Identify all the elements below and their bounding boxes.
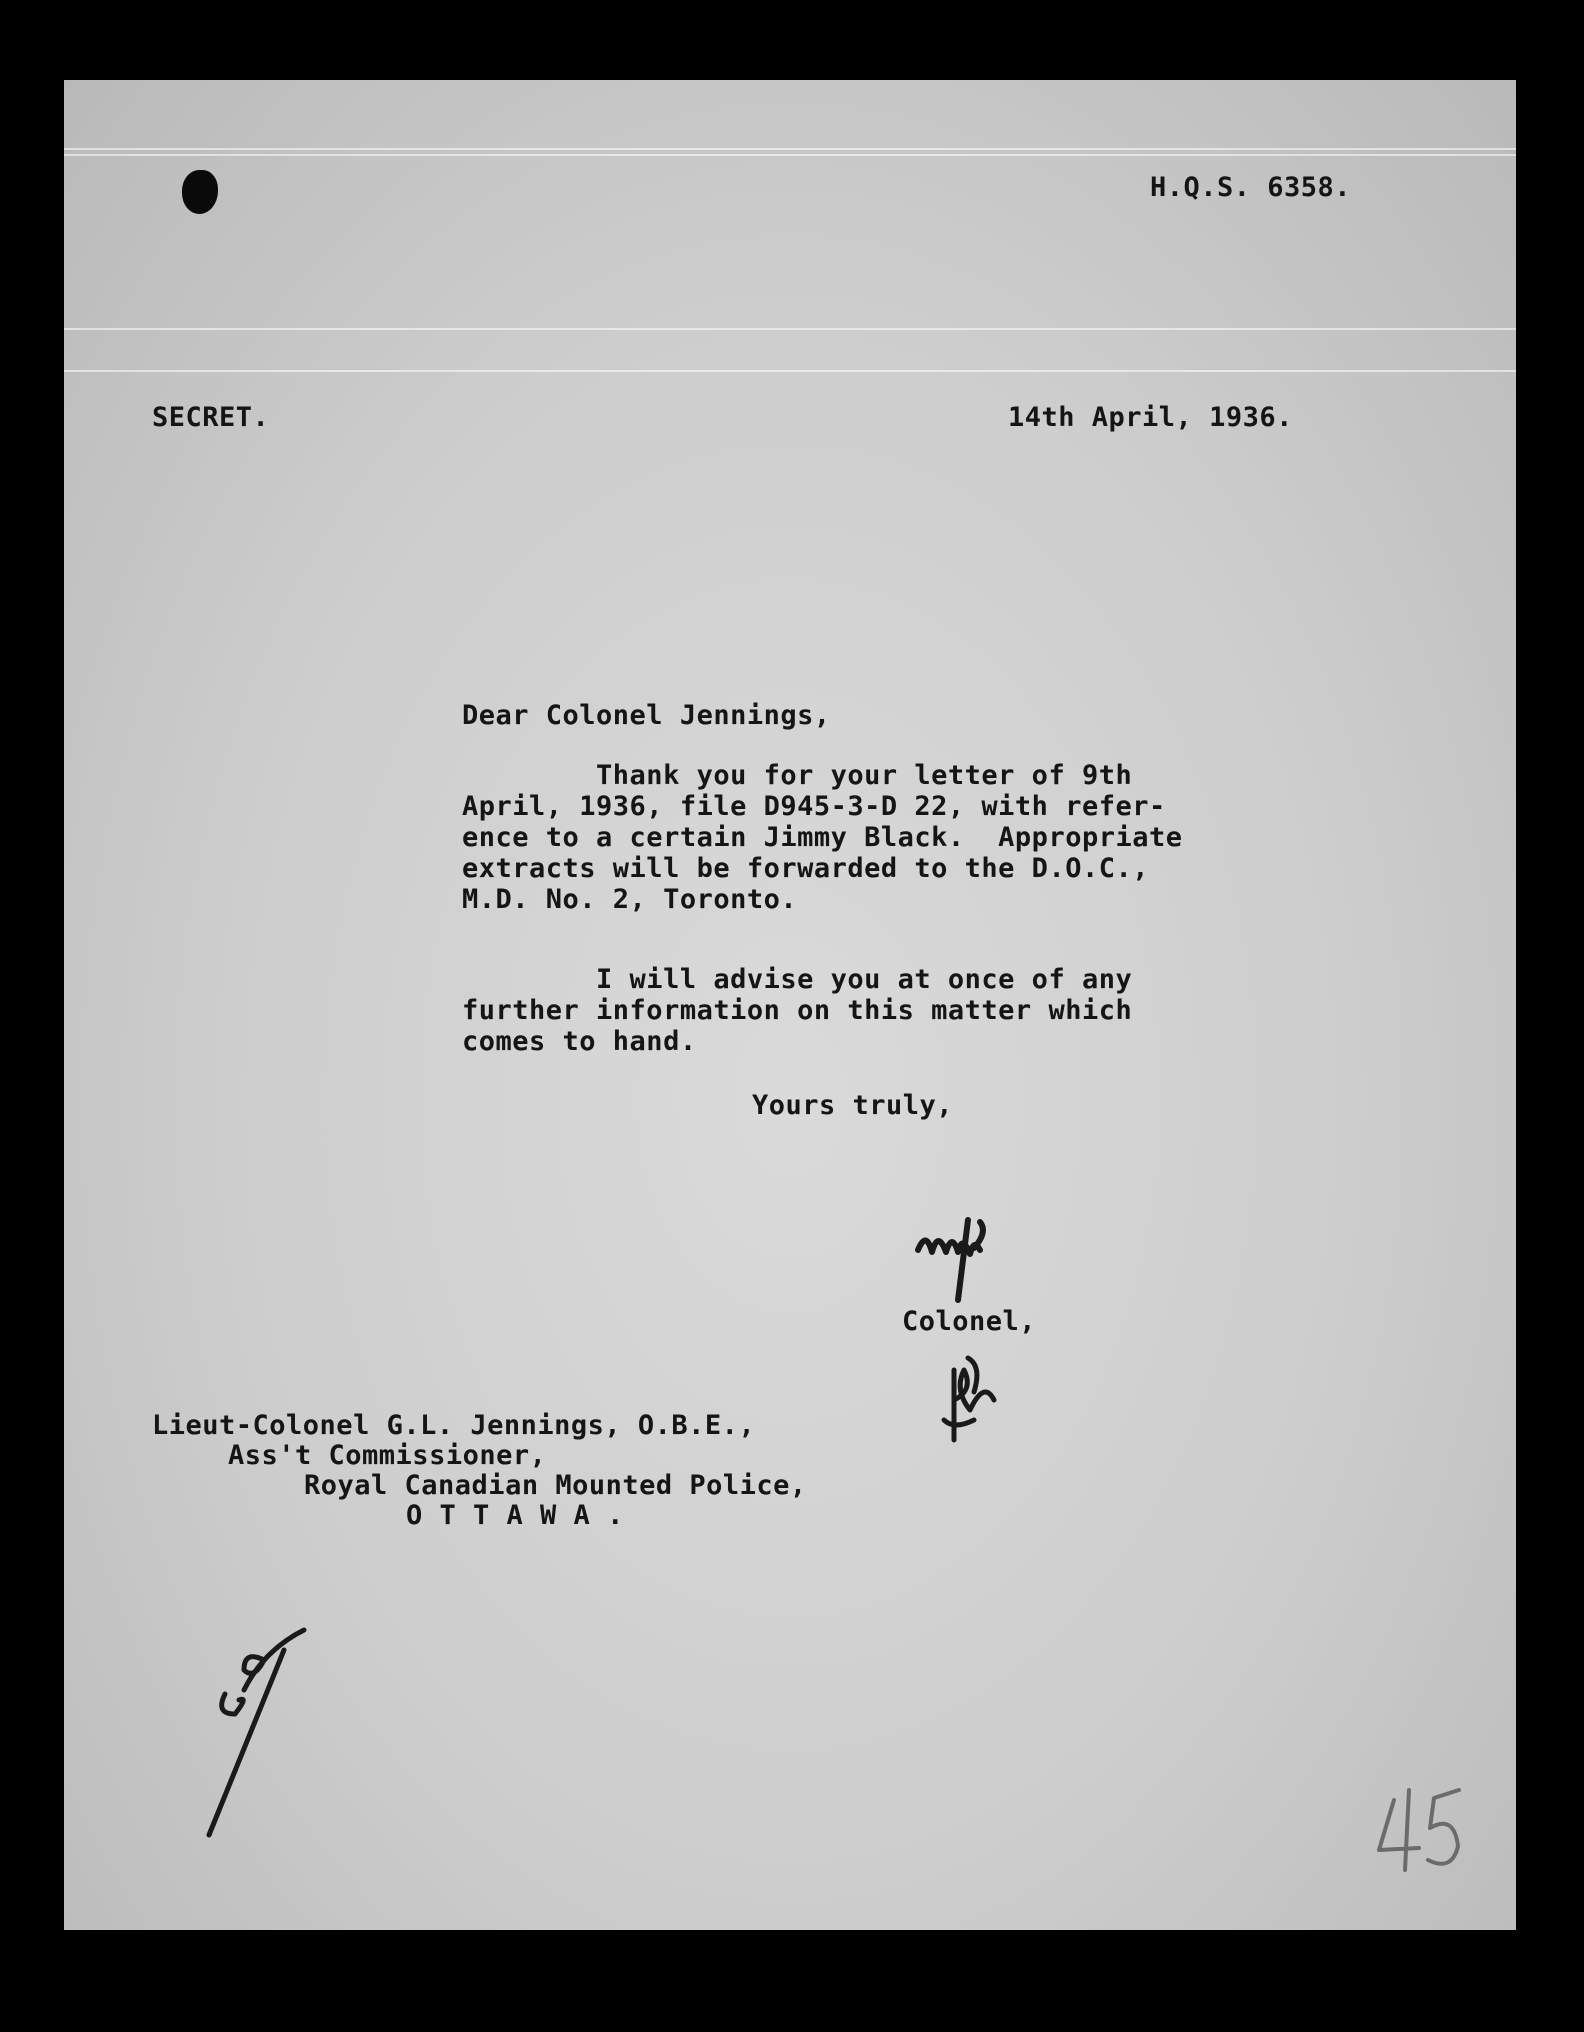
closing: Yours truly,	[752, 1090, 954, 1121]
addressee-line-3: Royal Canadian Mounted Police,	[304, 1470, 807, 1501]
salutation: Dear Colonel Jennings,	[462, 700, 831, 731]
scan-line	[64, 328, 1516, 330]
addressee-line-2: Ass't Commissioner,	[228, 1440, 547, 1471]
addressee-line-4: O T T A W A .	[406, 1500, 624, 1531]
punch-hole	[182, 170, 218, 214]
addressee-line-1: Lieut-Colonel G.L. Jennings, O.B.E.,	[152, 1410, 756, 1441]
signature-title: Colonel,	[902, 1306, 1037, 1337]
signature-mark	[924, 1340, 1044, 1460]
classification-label: SECRET.	[152, 402, 270, 433]
scan-line	[64, 154, 1516, 156]
scan-line	[64, 148, 1516, 150]
signature-initials	[908, 1210, 1028, 1320]
letter-page	[64, 80, 1516, 1930]
pencil-page-number	[1364, 1770, 1494, 1890]
body-paragraph-2: I will advise you at once of any further information on this matter which comes to hand.	[462, 964, 1133, 1057]
body-paragraph-1: Thank you for your letter of 9th April, 1936, file D945-3-D 22, with refer- ence to a certain Jimmy Black. Appropriate extracts will be forwarded to the D.O.C., M.D. No. 2, Toronto.	[462, 760, 1183, 915]
file-reference: H.Q.S. 6358.	[1150, 172, 1352, 203]
letter-date: 14th April, 1936.	[1008, 402, 1293, 433]
filing-initials	[184, 1620, 334, 1860]
scan-line	[64, 370, 1516, 372]
